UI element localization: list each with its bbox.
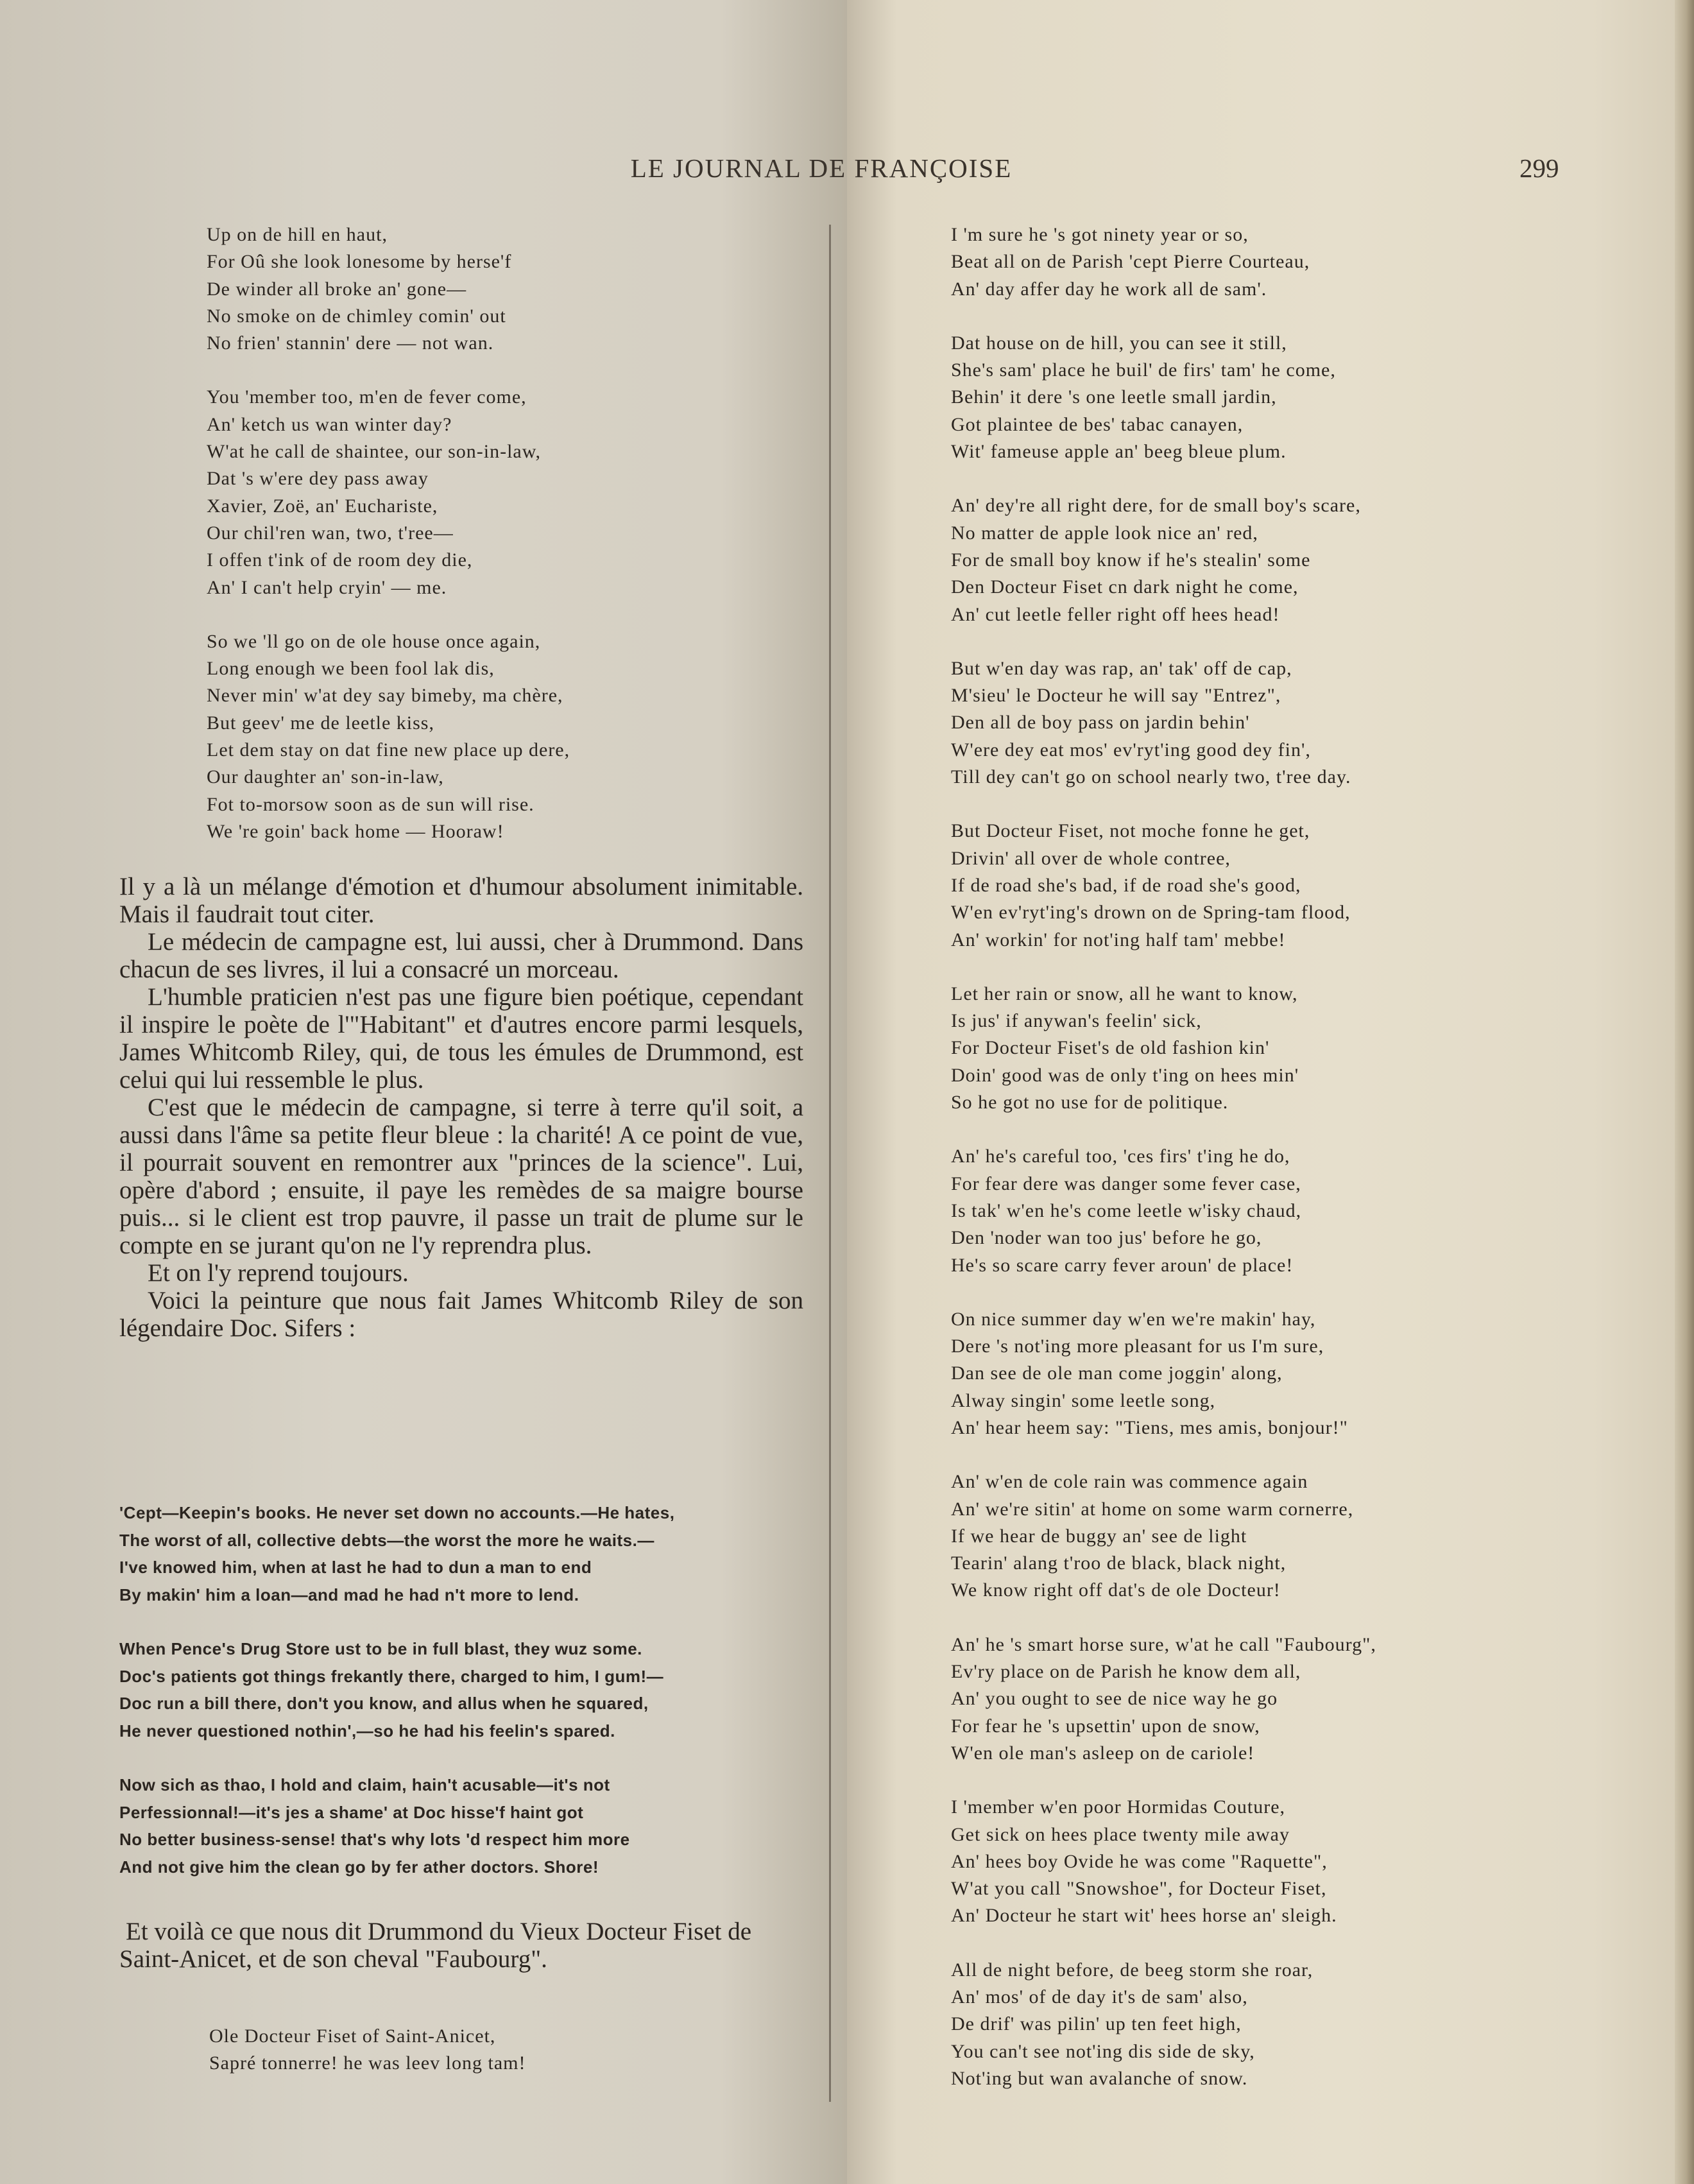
poem-line: No matter de apple look nice an' red, [951,522,1258,544]
poem-stanza [951,330,1376,465]
quote-line: He never questioned nothin',—so he had his feelin's spared. [119,1721,615,1741]
poem-line: Wit' fameuse apple an' beeg bleue plum. [951,441,1287,463]
quote-line: When Pence's Drug Store ust to be in full blast, they wuz some. [119,1639,642,1658]
poem-line: An' hees boy Ovide he was come "Raquette", [951,1850,1328,1872]
poem-line: Ole Docteur Fiset of Saint-Anicet, [209,2025,496,2047]
poem-line: You can't see not'ing dis side de sky, [951,2040,1255,2062]
riley-quote [119,1499,812,1907]
poem-stanza [207,221,570,357]
poem-stanza [951,655,1376,791]
poem-line: Den Docteur Fiset cn dark night he come, [951,576,1299,598]
quote-line: I've knowed him, when at last he had to dun a man to end [119,1558,592,1577]
poem-line: M'sieu' le Docteur he will say "Entrez", [951,685,1281,707]
quote-line: And not give him the clean go by fer ather doctors. Shore! [119,1857,599,1877]
prose-paragraph: Voici la peinture que nous fait James Whitcomb Riley de son légendaire Doc. Sifers : [119,1287,803,1342]
quote-line: The worst of all, collective debts—the worst the more he waits.— [119,1530,654,1550]
poem-stanza [207,628,570,845]
poem-line: I 'member w'en poor Hormidas Couture, [951,1796,1286,1818]
poem-stanza [951,1468,1376,1604]
quote-line: Now sich as thao, I hold and claim, hain't acusable—it's not [119,1775,610,1794]
poem-line: An' day affer day he work all de sam'. [951,278,1267,300]
prose-paragraph: Il y a là un mélange d'émotion et d'humour absolument inimitable. Mais il faudrait tout citer. [119,873,803,928]
poem-line: An' workin' for not'ing half tam' mebbe! [951,929,1286,950]
poem-line: Dat 's w'ere dey pass away [207,468,429,490]
poem-line: Never min' w'at dey say bimeby, ma chère, [207,685,563,707]
quote-line: Perfessionnal!—it's jes a shame' at Doc hisse'f haint got [119,1802,584,1822]
poem-line: All de night before, de beeg storm she roar, [951,1959,1313,1981]
poem-line: Den 'noder wan too jus' before he go, [951,1227,1262,1249]
quote-line: Doc's patients got things frekantly there, charged to him, I gum!— [119,1666,664,1686]
closing-paragraph: Et voilà ce que nous dit Drummond du Vieux Docteur Fiset de Saint-Anicet, et de son cheval "Faubourg". [119,1918,752,1973]
poem-line: For Docteur Fiset's de old fashion kin' [951,1037,1270,1059]
poem-line: An' cut leetle feller right off hees head! [951,603,1280,625]
poem-line: An' dey're all right dere, for de small boy's scare, [951,495,1361,517]
poem-line: Let her rain or snow, all he want to know, [951,983,1298,1004]
fiset-poem-opening [209,2023,526,2077]
poem-line: Dere 's not'ing more pleasant for us I'm sure, [951,1336,1324,1357]
prose-paragraph: C'est que le médecin de campagne, si terre à terre qu'il soit, a aussi dans l'âme sa petite fleur bleue : la charité! A ce point de vue, il pourrait souvent en remontrer aux "princes de la science". Lui, opère d'abord ; ensuite, il paye les remèdes de sa maigre bourse puis... si le client est trop pauvre, il passe un trait de plume sur le compte en se jurant qu'on ne l'y reprendra plus. [119,1094,803,1259]
poem-line: Dat house on de hill, you can see it still, [951,332,1287,354]
poem-line: Ev'ry place on de Parish he know dem all, [951,1661,1301,1683]
poem-stanza [951,818,1376,953]
prose-body [119,873,803,1342]
poem-line: He's so scare carry fever aroun' de place! [951,1254,1294,1276]
poem-stanza [951,1794,1376,1929]
poem-line: W'ere dey eat mos' ev'ryt'ing good dey fin', [951,739,1311,761]
quote-line: 'Cept—Keepin's books. He never set down no accounts.—He hates, [119,1503,675,1522]
poem-line: An' w'en de cole rain was commence again [951,1471,1308,1493]
poem-line: If we hear de buggy an' see de light [951,1525,1247,1547]
poem-line: If de road she's bad, if de road she's good, [951,874,1301,896]
poem-line: On nice summer day w'en we're makin' hay, [951,1308,1316,1330]
poem-line: Is jus' if anywan's feelin' sick, [951,1010,1202,1032]
poem-stanza [951,1957,1376,2092]
poem-line: An' Docteur he start wit' hees horse an' sleigh. [951,1905,1337,1927]
poem-line: I 'm sure he 's got ninety year or so, [951,224,1249,245]
quote-stanza [119,1771,812,1880]
poem-line: W'at you call "Snowshoe", for Docteur Fiset, [951,1878,1327,1900]
poem-line: De drif' was pilin' up ten feet high, [951,2013,1242,2035]
poem-line: For fear dere was danger some fever case, [951,1173,1301,1194]
poem-stanza [951,1306,1376,1441]
poem-line: Our daughter an' son-in-law, [207,766,444,788]
poem-line: For fear he 's upsettin' upon de snow, [951,1715,1260,1737]
poem-line: An' I can't help cryin' — me. [207,576,447,598]
poem-line: Den all de boy pass on jardin behin' [951,712,1250,734]
quote-line: By makin' him a loan—and mad he had n't more to lend. [119,1585,579,1604]
poem-top [207,221,570,872]
poem-stanza [951,492,1376,628]
poem-line: But geev' me de leetle kiss, [207,712,434,734]
poem-stanza [951,1631,1376,1767]
poem-line: No frien' stannin' dere — not wan. [207,332,494,354]
poem-line: An' mos' of de day it's de sam' also, [951,1986,1248,2008]
poem-line: An' ketch us wan winter day? [207,413,452,435]
poem-line: But Docteur Fiset, not moche fonne he get, [951,820,1310,842]
column-rule [829,225,831,2102]
prose-paragraph: Et on l'y reprend toujours. [148,1259,409,1287]
poem-line: But w'en day was rap, an' tak' off de cap, [951,657,1292,679]
poem-line: Beat all on de Parish 'cept Pierre Courteau, [951,251,1310,273]
page-number: 299 [1519,153,1559,183]
poem-stanza [951,1143,1376,1278]
prose-paragraph: Le médecin de campagne est, lui aussi, cher à Drummond. Dans chacun de ses livres, il lui a consacré un morceau. [119,928,803,983]
page-edge [1675,0,1694,2184]
poem-stanza [951,981,1376,1116]
quote-stanza [119,1635,812,1744]
quote-stanza [119,1499,812,1608]
poem-line: Our chil'ren wan, two, t'ree— [207,522,454,544]
poem-line: Xavier, Zoë, an' Eucharistе, [207,495,438,517]
poem-line: No smoke on de chimley comin' out [207,305,506,327]
poem-line: Tearin' alang t'roo de black, black night, [951,1552,1287,1574]
poem-line: Dan see de ole man come joggin' along, [951,1363,1283,1384]
poem-line: Alway singin' some leetle song, [951,1389,1216,1411]
quote-line: Doc run a bill there, don't you know, and allus when he squared, [119,1694,649,1713]
poem-line: An' hear heem say: "Tiens, mes amis, bonjour!" [951,1416,1348,1438]
poem-line: You 'member too, m'en de fever come, [207,386,527,408]
poem-line: Up on de hill en haut, [207,224,388,245]
poem-line: Till dey can't go on school nearly two, t'ree day. [951,766,1351,788]
poem-line: So he got no use for de politique. [951,1092,1229,1113]
running-head: LE JOURNAL DE FRANÇOISE [630,153,1013,183]
poem-line: W'at he call de shaintee, our son-in-law, [207,441,541,463]
poem-line: Let dem stay on dat fine new place up dere, [207,739,570,761]
poem-line: So we 'll go on de ole house once again, [207,630,541,652]
prose-paragraph: L'humble praticien n'est pas une figure bien poétique, cependant il inspire le poète de l'"Habitant" et d'autres encore parmi lesquels, James Whitcomb Riley, qui, de tous les émules de Drummond, est celui qui lui ressemble le plus. [119,983,803,1094]
quote-line: No better business-sense! that's why lots 'd respect him more [119,1830,630,1849]
poem-line: An' you ought to see de nice way he go [951,1688,1278,1710]
poem-line: Long enough we been fool lak dis, [207,658,495,680]
poem-line: De winder all broke an' gone— [207,278,467,300]
poem-line: W'en ole man's asleep on de cariole! [951,1742,1255,1764]
poem-line: She's sam' place he buil' de firs' tam' he come, [951,359,1336,381]
poem-line: We 're goin' back home — Hooraw! [207,820,504,842]
poem-line: An' he's careful too, 'ces firs' t'ing he do, [951,1146,1290,1167]
poem-stanza [207,384,570,601]
poem-line: Sapré tonnerre! he was leev long tam! [209,2052,526,2074]
poem-line: For de small boy know if he's stealin' some [951,549,1311,571]
poem-line: I offen t'ink of de room dey die, [207,549,473,571]
poem-line: Not'ing but wan avalanche of snow. [951,2067,1248,2089]
poem-right [951,221,1376,2119]
poem-line: Fot to-morsow soon as de sun will rise. [207,793,535,815]
poem-stanza [951,221,1376,303]
poem-line: Doin' good was de only t'ing on hees min' [951,1064,1299,1086]
poem-line: For Oû she look lonesome by herse'f [207,251,512,273]
poem-line: Got plaintee de bes' tabac canayen, [951,413,1244,435]
poem-line: An' he 's smart horse sure, w'at he call "Faubourg", [951,1633,1376,1655]
poem-line: Get sick on hees place twenty mile away [951,1823,1290,1845]
poem-line: W'en ev'ryt'ing's drown on de Spring-tam flood, [951,902,1351,924]
poem-line: Is tak' w'en he's come leetle w'isky chaud, [951,1199,1302,1221]
poem-line: Drivin' all over de whole contree, [951,847,1231,869]
poem-line: Behin' it dere 's one leetle small jardin, [951,386,1277,408]
poem-line: An' we're sitin' at home on some warm cornerre, [951,1498,1354,1520]
poem-line: We know right off dat's de ole Docteur! [951,1579,1281,1601]
